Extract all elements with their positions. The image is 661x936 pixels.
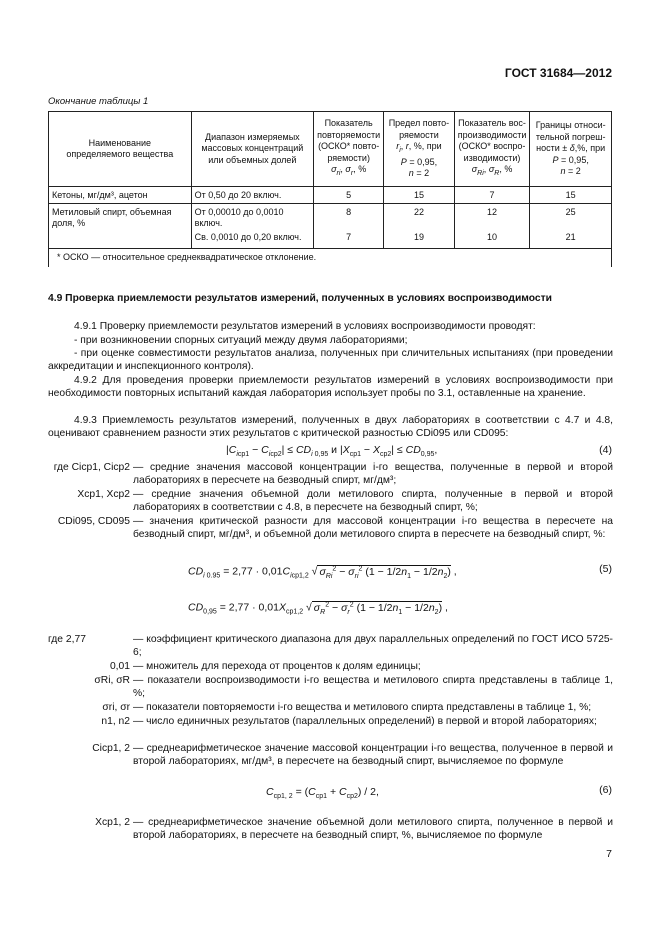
def-text: — показатели воспроизводимости i-го вещества и метилового спирта представлены в таблице 1, %; bbox=[133, 675, 613, 700]
def-label: CDi095, CD095 bbox=[57, 516, 130, 527]
page-number: 7 bbox=[606, 848, 612, 860]
section-heading: 4.9 Проверка приемлемости результатов измерений, полученных в условиях воспроизводимости bbox=[48, 293, 553, 304]
cell-sr: 5 bbox=[314, 187, 384, 204]
def-label: 0,01 bbox=[109, 661, 130, 672]
def-text: — показатели повторяемости i-го вещества и метилового спирта представлены в таблице 1, %; bbox=[133, 702, 592, 713]
list-item: - при оценке совместимости результатов анализа, полученных при сличительных испытаниях (при проведении аккредитации и инспекционного контроля). bbox=[48, 348, 613, 373]
equation-number-5: (5) bbox=[599, 563, 612, 575]
def-label: Xcp1, 2 bbox=[95, 817, 130, 828]
cell-range: От 0,00010 до 0,0010 включ. bbox=[191, 203, 313, 231]
cell-delta: 15 bbox=[530, 187, 612, 204]
def-text: — среднеарифметическое значение объемной доли метилового спирта, полученное в первой и второй лабораториях, в пересчете на безводный спирт, %, вычисляемое по формуле bbox=[133, 817, 613, 842]
cell-delta: 21 bbox=[530, 231, 612, 249]
def-text: — коэффициент критического диапазона для двух параллельных определений по ГОСТ ИСО 5725-6; bbox=[133, 634, 613, 659]
def-label: n1, n2 bbox=[101, 716, 130, 727]
def-text: — средние значения объемной доли метилового спирта, полученные в первой и второй лабораториях в соответствии с 4.8, в пересчете на безводный спирт, %; bbox=[133, 489, 613, 514]
equation-number-6: (6) bbox=[599, 784, 612, 796]
def-label: где 2,77 bbox=[48, 634, 86, 645]
col-header-repeatability: Показатель повторяемости (ОСКО* повто- ряемости) $\sigma_{ri}$, $\sigma_r$, % bbox=[314, 112, 384, 187]
col-header-error-bounds: Границы относи- тельной погреш- ности ± δ,%, при P = 0,95, n = 2 bbox=[530, 112, 612, 187]
cell-name: Кетоны, мг/дм³, ацетон bbox=[49, 187, 192, 204]
formula-5b: $CD_{0,95} = 2,77 \cdot 0,01X_{ср1,2}$ √ $\sigma_R^2 - \sigma_r^2$ $(1 - 1/2n_1 - 1/2n_2)$ , bbox=[188, 601, 448, 616]
def-label: Xcp1, Xcp2 bbox=[77, 489, 130, 500]
cell-delta: 25 bbox=[530, 203, 612, 231]
cell-sr: 8 bbox=[314, 203, 384, 231]
results-table bbox=[48, 111, 612, 267]
col-header-reproducibility: Показатель вос- производимости (ОСКО* воспро- изводимости) $\sigma_{Ri}$, $\sigma_R$, % bbox=[454, 112, 530, 187]
table-row bbox=[49, 231, 612, 249]
cell-sr: 7 bbox=[314, 231, 384, 249]
paragraph-493: 4.9.3 Приемлемость результатов измерений, полученных в двух лабораториях в соответствии с 4.7 и 4.8, оценивают сравнением разности этих результатов с критической разностью CDi095 или CD095: bbox=[48, 415, 613, 440]
cell-name: Метиловый спирт, объемная доля, % bbox=[49, 203, 192, 231]
list-item: - при возникновении спорных ситуаций между двумя лабораториями; bbox=[74, 335, 408, 346]
table-header-row bbox=[49, 112, 612, 187]
def-label: σri, σr bbox=[102, 702, 130, 713]
def-text: — значения критической разности для массовой концентрации i-го вещества в пересчете на безводный спирт, мг/дм³, и объемной доли метилового спирта в пересчете на безводный спирт, %: bbox=[133, 516, 613, 541]
paragraph-492: 4.9.2 Для проведения проверки приемлемости результатов измерений в условиях воспроизводимости при необходимости повторных испытаний каждая лаборатория использует пробы по 3.1, оставленные на хранение. bbox=[48, 375, 613, 400]
cell-range: От 0,50 до 20 включ. bbox=[191, 187, 313, 204]
col-header-substance: Наименование определяемого вещества bbox=[49, 112, 192, 187]
table-row bbox=[49, 203, 612, 231]
cell-r: 22 bbox=[384, 203, 455, 231]
cell-name bbox=[49, 231, 192, 249]
table-footnote: * ОСКО — относительное среднеквадратическое отклонение. bbox=[49, 249, 612, 267]
def-label: σRi, σR bbox=[94, 675, 130, 686]
formula-5a: $CD_{i 0.95} = 2,77 \cdot 0,01C_{iср1,2}$ √ $\sigma_{Ri}^2 - \sigma_{ri}^2$ $(1 - 1/2n_1 - 1/2n_2)$ , bbox=[188, 565, 457, 580]
equation-number-4: (4) bbox=[599, 444, 612, 456]
def-label: где Cicp1, Cicp2 bbox=[53, 462, 130, 473]
cell-r: 15 bbox=[384, 187, 455, 204]
cell-sR: 10 bbox=[454, 231, 530, 249]
def-text: — число единичных результатов (параллельных определений) в первой и второй лабораториях; bbox=[133, 716, 597, 727]
table-caption: Окончание таблицы 1 bbox=[48, 96, 149, 107]
col-header-repeat-limit: Предел повто- ряемости $r_i$, r, %, при P = 0,95, n = 2 bbox=[384, 112, 455, 187]
def-text: — множитель для перехода от процентов к долям единицы; bbox=[133, 661, 421, 672]
cell-sR: 7 bbox=[454, 187, 530, 204]
col-header-range: Диапазон измеряемых массовых концентраций или объемных долей bbox=[191, 112, 313, 187]
table-row bbox=[49, 187, 612, 204]
cell-r: 19 bbox=[384, 231, 455, 249]
cell-sR: 12 bbox=[454, 203, 530, 231]
standard-number: ГОСТ 31684—2012 bbox=[504, 66, 612, 80]
formula-6: $C_{ср1, 2} = (C_{ср1} + C_{ср2}) / 2$, bbox=[266, 786, 379, 801]
cell-range: Св. 0,0010 до 0,20 включ. bbox=[191, 231, 313, 249]
def-text: — средние значения массовой концентрации i-го вещества, полученные в первой и второй лабораториях в пересчете на безводный спирт, мг/дм³; bbox=[133, 462, 613, 487]
paragraph-491: 4.9.1 Проверку приемлемости результатов измерений в условиях воспроизводимости проводят: bbox=[74, 321, 536, 332]
def-text: — среднеарифметическое значение массовой концентрации i-го вещества, полученное в первой и второй лабораториях, мг/дм³, в пересчете на безводный спирт, вычисляемое по формуле bbox=[133, 743, 613, 768]
formula-4: $|C_{iср1} - C_{iср2}| \le CD_{i 0,95}$ и $|X_{ср1} - X_{ср2}| \le CD_{0,95}$, bbox=[226, 444, 438, 459]
def-label: Cicp1, 2 bbox=[92, 743, 130, 754]
